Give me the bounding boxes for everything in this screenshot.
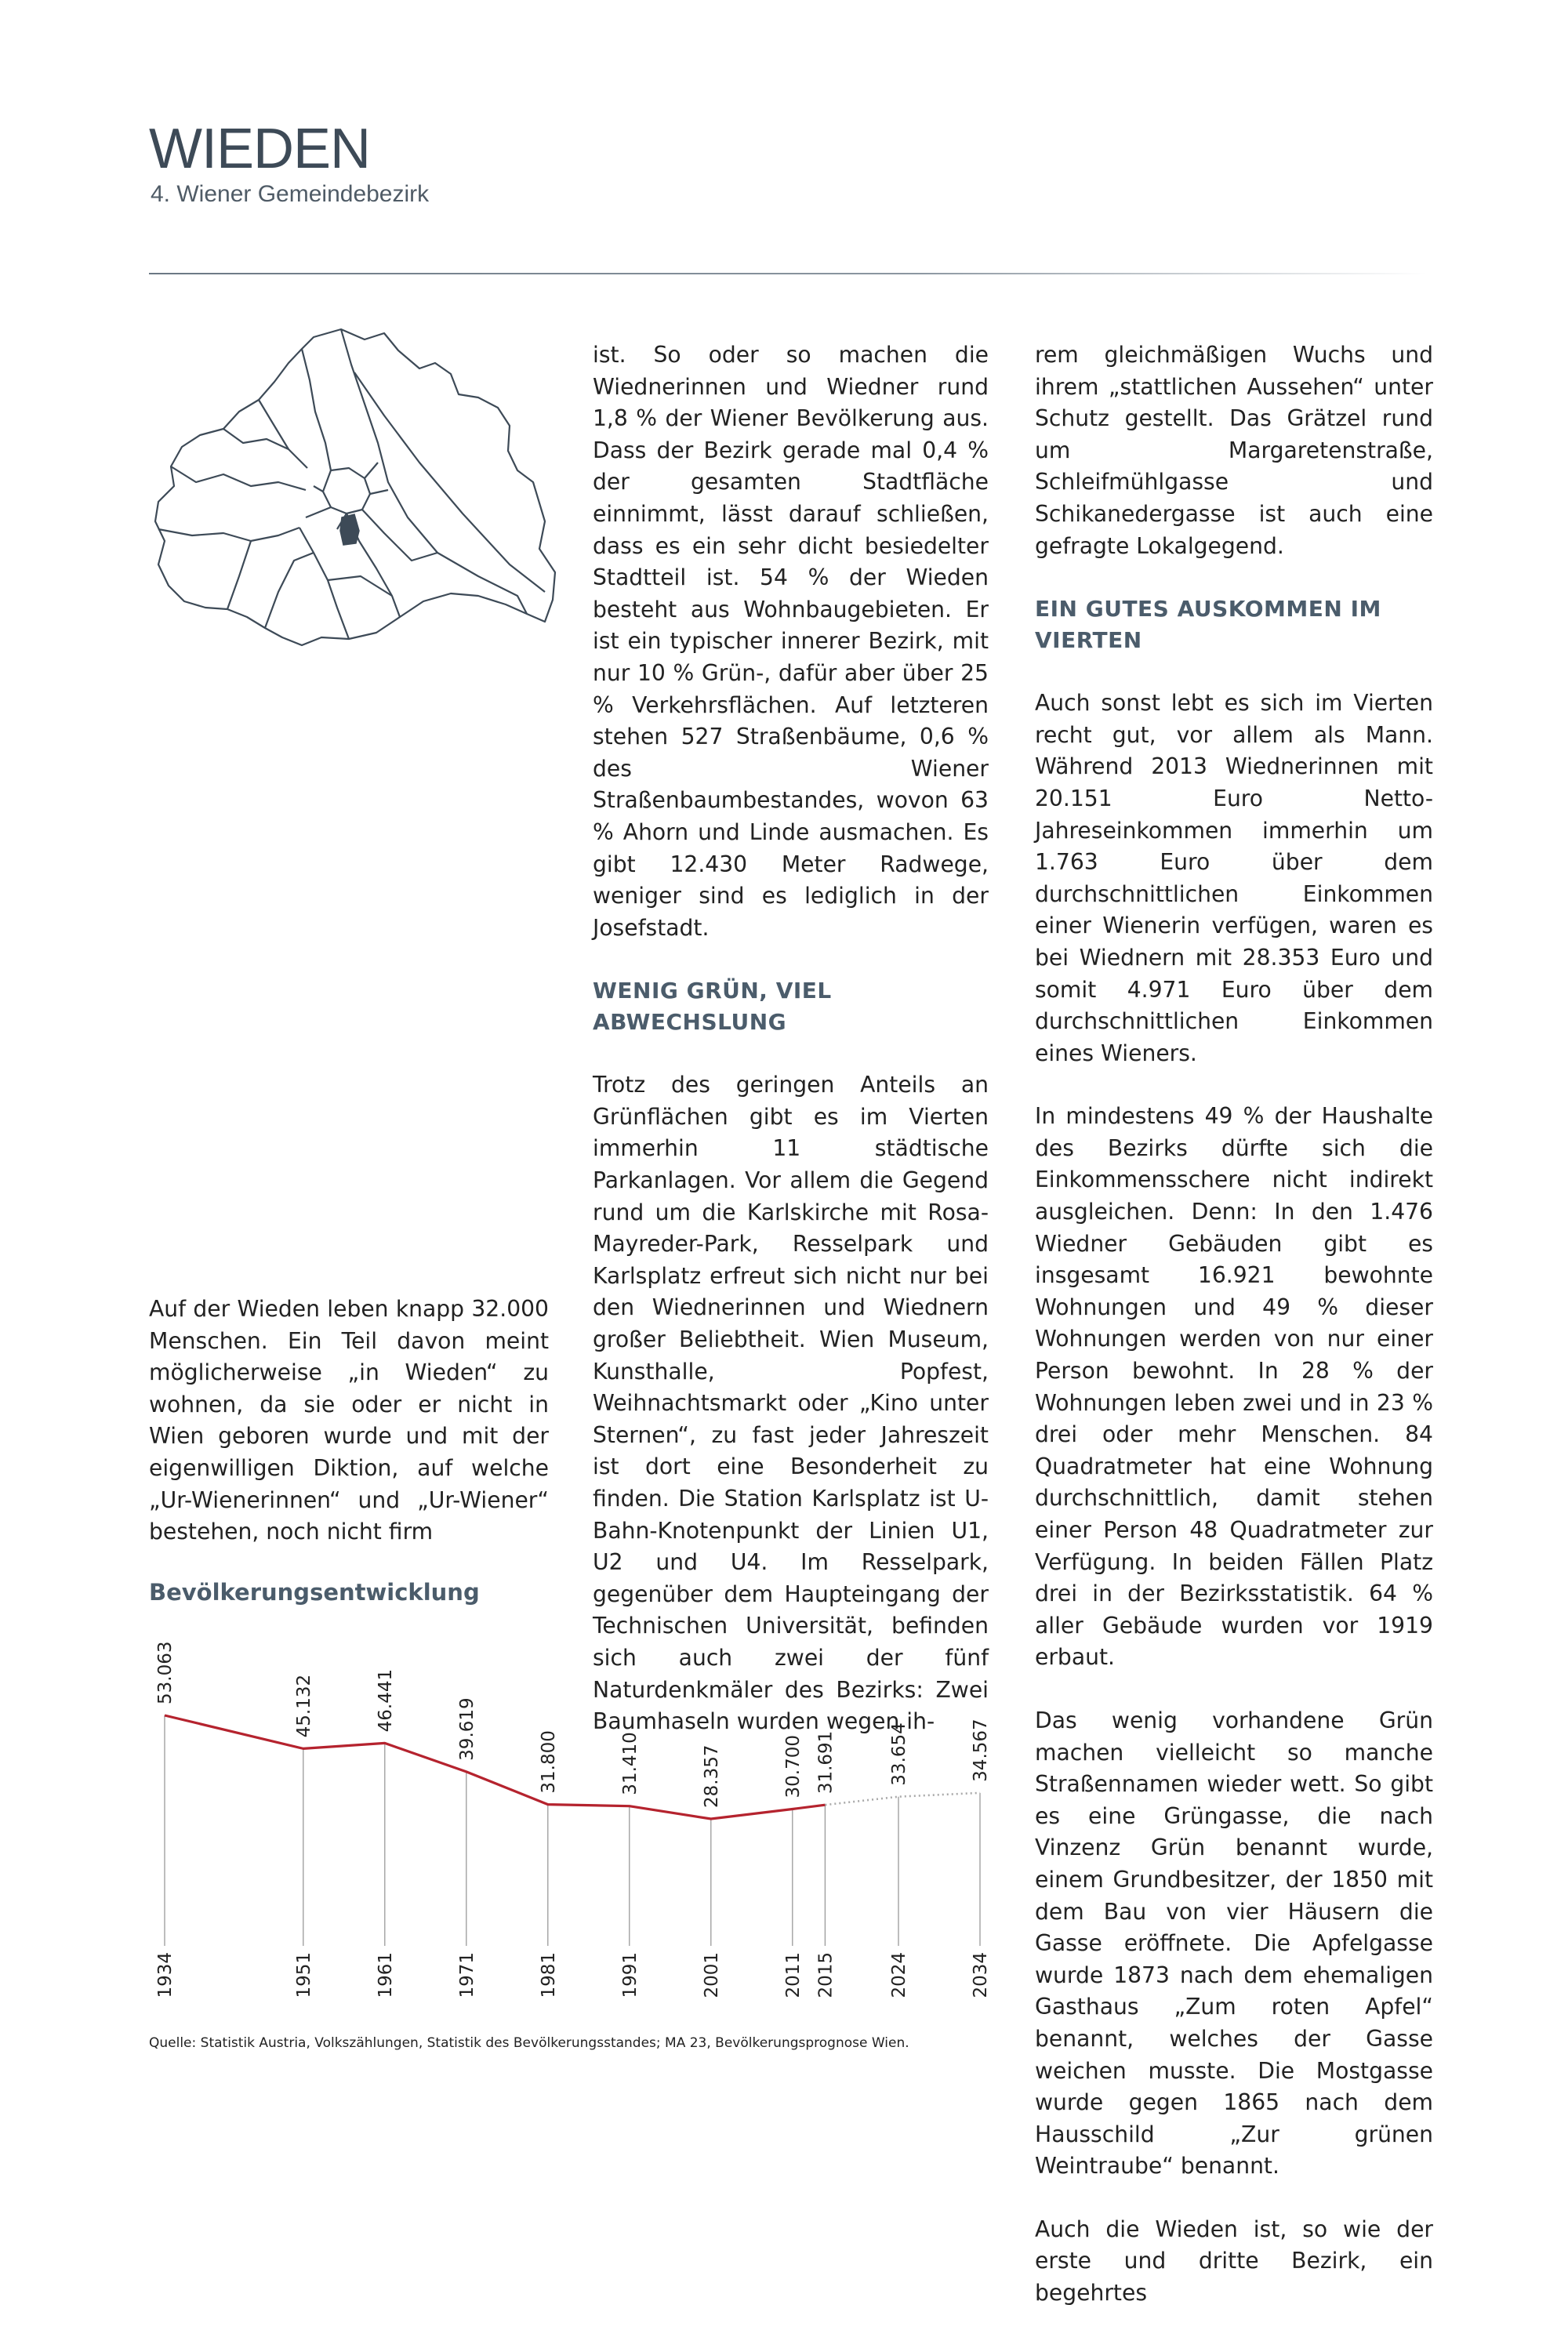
paragraph: Auch sonst lebt es sich im Vierten recht gut, vor allem als Mann. Während 2013 Wiednerinnen mit 20.151 Euro Netto-Jahreseinkommen immerhin um 1.763 Euro über dem durchschnittlichen Einkommen einer Wienerin verfügen, waren es bei Wiednern mit 28.353 Euro und somit 4.971 Euro über dem durchschnittlichen Einkommen eines Wieners. (1035, 690, 1433, 1066)
paragraph: Das wenig vorhandene Grün machen vielleicht so manche Straßennamen wieder wett. So gibt es eine Grüngasse, die nach Vinzenz Grün benannt wurde, einem Grundbesitzer, der 1850 mit dem Bau von vier Häusern die Gasse eröffnete. Die Apfelgasse wurde 1873 nach dem ehemaligen Gasthaus „Zum roten Apfel“ benannt, welches der Gasse weichen musste. Die Mostgasse wurde gegen 1865 nach dem Hausschild „Zur grünen Weintraube“ benannt. (1035, 1707, 1433, 2179)
paragraph: Auf der Wieden leben knapp 32.000 Menschen. Ein Teil davon meint möglicherweise „in Wieden“ zu wohnen, da sie oder er nicht in Wien geboren wurde und mit der eigenwilligen Diktion, auf welche „Ur-Wienerinnen“ und „Ur-Wiener“ bestehen, noch nicht firm (149, 1296, 549, 1545)
chart-data-label: 31.800 (538, 1730, 559, 1794)
chart-x-tick-label: 1934 (155, 1952, 176, 1998)
vienna-districts-map-icon (149, 325, 564, 655)
chart-data-label: 31.691 (815, 1730, 837, 1795)
header-divider (149, 273, 1427, 274)
chart-x-tick-label: 1971 (456, 1952, 477, 1998)
paragraph: Trotz des geringen Anteils an Grünflächen gibt es im Vierten immerhin 11 städtische Parkanlagen. Vor allem die Gegend rund um die Karlskirche mit Rosa-Mayreder-Park, Resselpark und Karlsplatz erfreut sich nicht nur bei den Wiednerinnen und Wiednern großer Beliebtheit. Wien Museum, Kunsthalle, Popfest, Weihnachtsmarkt oder „Kino unter Sternen“, zu fast jeder Jahreszeit ist dort eine Besonderheit zu finden. Die Station Karlsplatz ist U-Bahn-Knotenpunkt der Linien U1, U2 und U4. Im Resselpark, gegenüber dem Haupteingang der Technischen Universität, befinden sich auch zwei der fünf Naturdenkmäler des Bezirks: Zwei Baumhaseln wurden wegen ih- (593, 1072, 989, 1735)
chart-x-tick-label: 1951 (293, 1952, 314, 1998)
chart-x-tick-label: 1981 (538, 1952, 559, 1998)
chart-x-tick-label: 2015 (815, 1952, 837, 1998)
page-subtitle: 4. Wiener Gemeindebezirk (151, 181, 430, 207)
chart-x-tick-label: 2011 (782, 1952, 804, 1998)
chart-x-tick-label: 1961 (375, 1952, 396, 1998)
text-column-3 (1035, 339, 1433, 2341)
paragraph: Auch die Wieden ist, so wie der erste und dritte Bezirk, ein begehrtes (1035, 2216, 1433, 2307)
chart-data-label: 34.567 (971, 1719, 991, 1782)
chart-data-label: 28.357 (701, 1744, 722, 1808)
chart-series-line (165, 1715, 825, 1819)
section-heading: WENIG GRÜN, VIEL ABWECHSLUNG (593, 978, 832, 1036)
text-column-1 (149, 1294, 549, 1580)
chart-data-label: 30.700 (782, 1734, 804, 1798)
chart-forecast-line (825, 1793, 980, 1805)
chart-x-tick-label: 2001 (701, 1952, 722, 1998)
chart-x-tick-label: 1991 (619, 1952, 641, 1998)
text-column-2 (593, 339, 989, 1769)
chart-data-label: 31.410 (619, 1732, 641, 1795)
chart-data-label: 33.654 (889, 1722, 909, 1786)
chart-data-label: 45.132 (293, 1674, 314, 1738)
chart-data-label: 46.441 (375, 1668, 396, 1733)
paragraph: ist. So oder so machen die Wiednerinnen und Wiedner rund 1,8 % der Wiener Bevölkerung aus. Dass der Bezirk gerade mal 0,4 % der gesamten Stadtfläche einnimmt, lässt darauf schließen, dass es ein sehr dicht besiedelter Stadtteil ist. 54 % der Wieden besteht aus Wohnbaugebieten. Er ist ein typischer innerer Bezirk, mit nur 10 % Grün-, dafür aber über 25 % Verkehrsflächen. Auf letzteren stehen 527 Straßenbäume, 0,6 % des Wiener Straßenbaumbestandes, wovon 63 % Ahorn und Linde ausmachen. Es gibt 12.430 Meter Radwege, weniger sind es lediglich in der Josefstadt. (593, 342, 989, 941)
population-line-chart (141, 1631, 1004, 2023)
chart-source: Quelle: Statistik Austria, Volkszählungen, Statistik des Bevölkerungsstandes; MA 23, Bevölkerungsprognose Wien. (149, 2035, 909, 2051)
chart-data-label: 53.063 (155, 1641, 176, 1704)
chart-x-tick-label: 2034 (971, 1952, 991, 1998)
section-heading: EIN GUTES AUSKOMMEN IM VIERTEN (1035, 596, 1381, 654)
wieden-district-highlight (340, 514, 359, 545)
paragraph: In mindestens 49 % der Haushalte des Bezirks dürfte sich die Einkommensschere nicht indirekt ausgleichen. Denn: In den 1.476 Wiedner Gebäuden gibt es insgesamt 16.921 bewohnte Wohnungen und 49 % dieser Wohnungen werden von nur einer Person bewohnt. In 28 % der Wohnungen leben zwei und in 23 % drei oder mehr Menschen. 84 Quadratmeter hat eine Wohnung durchschnittlich, damit stehen einer Person 48 Quadratmeter zur Verfügung. In beiden Fällen Platz drei in der Bezirksstatistik. 64 % aller Gebäude wurden vor 1919 erbaut. (1035, 1103, 1433, 1671)
paragraph: rem gleichmäßigen Wuchs und ihrem „stattlichen Aussehen“ unter Schutz gestellt. Das Grätzel rund um Margaretenstraße, Schleifmühlgasse und Schikanedergasse ist auch eine gefragte Lokalgegend. (1035, 342, 1433, 559)
chart-x-tick-label: 2024 (889, 1952, 909, 1998)
page-title: WIEDEN (149, 118, 370, 180)
chart-data-label: 39.619 (456, 1697, 477, 1761)
chart-title: Bevölkerungsentwicklung (149, 1579, 480, 1606)
